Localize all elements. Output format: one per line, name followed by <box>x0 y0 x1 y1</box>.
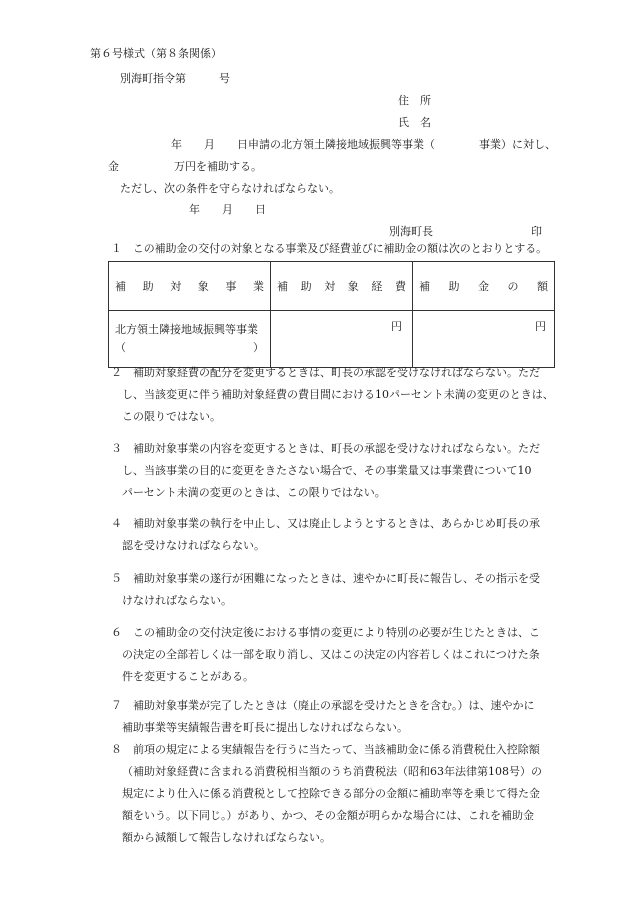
condition-line: ５ 補助対象事業の遂行が困難になったときは、速やかに町長に報告し、その指示を受 <box>111 572 540 585</box>
condition-line: し、当該変更に伴う補助対象経費の費目間における10パーセント未満の変更のときは、 <box>122 388 554 401</box>
header-label <box>277 281 406 292</box>
table-row <box>109 311 555 368</box>
header-char: 費 <box>394 279 406 293</box>
header-char: 助 <box>448 279 460 293</box>
form-number: 第６号様式（第８条関係） <box>90 47 222 60</box>
condition-line: ２ 補助対象経費の配分を変更するときは、町長の承認を受けなければならない。ただ <box>111 366 540 379</box>
condition-line: 額から減額して報告しなければならない。 <box>122 831 331 844</box>
cost-cell <box>271 311 413 368</box>
header-label <box>419 281 548 292</box>
project-paren-close: ） <box>253 341 264 354</box>
project-paren-open: （ <box>115 341 126 354</box>
header-grant <box>413 262 555 311</box>
condition-line: パーセント未満の変更のときは、この限りではない。 <box>122 486 386 499</box>
header-char: 経 <box>371 279 383 293</box>
condition-line: ４ 補助対象事業の執行を中止し、又は廃止しようとするときは、あらかじめ町長の承 <box>111 517 540 530</box>
header-cost <box>271 262 413 311</box>
header-char: 対 <box>324 279 336 293</box>
header-char: 対 <box>170 279 182 293</box>
header-char: 象 <box>197 279 209 293</box>
header-char: 補 <box>419 279 430 293</box>
address-label: 住 所 <box>398 94 431 107</box>
grant-unit: 円 <box>535 320 546 333</box>
issuer-title: 別海町長 <box>389 225 433 238</box>
grant-cell <box>413 311 555 368</box>
header-project <box>109 262 271 311</box>
condition-line: ６ この補助金の交付決定後における事情の変更により特別の必要が生じたときは、こ <box>111 626 540 639</box>
header-char: 助 <box>142 279 154 293</box>
header-char: 補 <box>115 279 126 293</box>
header-label <box>115 281 264 292</box>
header-char: 業 <box>252 279 264 293</box>
table-header-row <box>109 262 555 311</box>
condition-line: この限りではない。 <box>122 410 221 423</box>
grant-table <box>108 261 555 368</box>
condition-line: ７ 補助対象事業が完了したときは（廃止の承認を受けたときを含む。）は、速やかに <box>111 699 535 712</box>
condition-line: けなければならない。 <box>122 594 232 607</box>
condition-line: の決定の全部若しくは一部を取り消し、又はこの決定の内容若しくはこれにつけた条 <box>122 648 540 661</box>
seal-mark: 印 <box>531 225 542 238</box>
amount-line: 金 万円を補助する。 <box>108 160 262 173</box>
condition-line: 認を受けなければならない。 <box>122 539 265 552</box>
name-label: 氏 名 <box>398 116 431 129</box>
condition-line: し、当該事業の目的に変更をきたさない場合で、その事業量又は事業費について10 <box>122 464 532 477</box>
condition-line: 規定により仕入に係る消費税として控除できる部分の金額に補助率等を乗じて得た金 <box>122 787 540 800</box>
condition-line: （補助対象経費に含まれる消費税相当額のうち消費税法（昭和63年法律第108号）の <box>122 765 542 778</box>
condition-line: 額をいう。以下同じ。）があり、かつ、その金額が明らかな場合には、これを補助金 <box>122 809 535 822</box>
header-char: の <box>507 279 519 293</box>
directive-number: 別海町指令第 号 <box>120 72 230 85</box>
header-char: 事 <box>225 279 237 293</box>
condition-line: ３ 補助対象事業の内容を変更するときは、町長の承認を受けなければならない。ただ <box>111 442 540 455</box>
header-char: 補 <box>277 279 288 293</box>
cost-unit: 円 <box>391 320 402 333</box>
header-char: 象 <box>347 279 359 293</box>
condition-line: ８ 前項の規定による実績報告を行うに当たって、当該補助金に係る消費税仕入控除額 <box>111 743 540 756</box>
application-line: 年 月 日申請の北方領土隣接地域振興等事業（ 事業）に対し、 <box>171 138 556 151</box>
proviso-line: ただし、次の条件を守らなければならない。 <box>120 182 340 195</box>
project-cell <box>109 311 271 368</box>
condition-line: 補助事業等実績報告書を町長に提出しなければならない。 <box>122 721 408 734</box>
issue-date: 年 月 日 <box>189 203 266 216</box>
header-char: 額 <box>537 279 548 293</box>
project-name: 北方領土隣接地域振興等事業 <box>115 323 258 336</box>
condition-line: 件を変更することがある。 <box>122 670 254 683</box>
header-char: 金 <box>478 279 489 293</box>
condition-1: １ この補助金の交付の対象となる事業及び経費並びに補助金の額は次のとおりとする。 <box>111 242 547 255</box>
header-char: 助 <box>300 279 312 293</box>
